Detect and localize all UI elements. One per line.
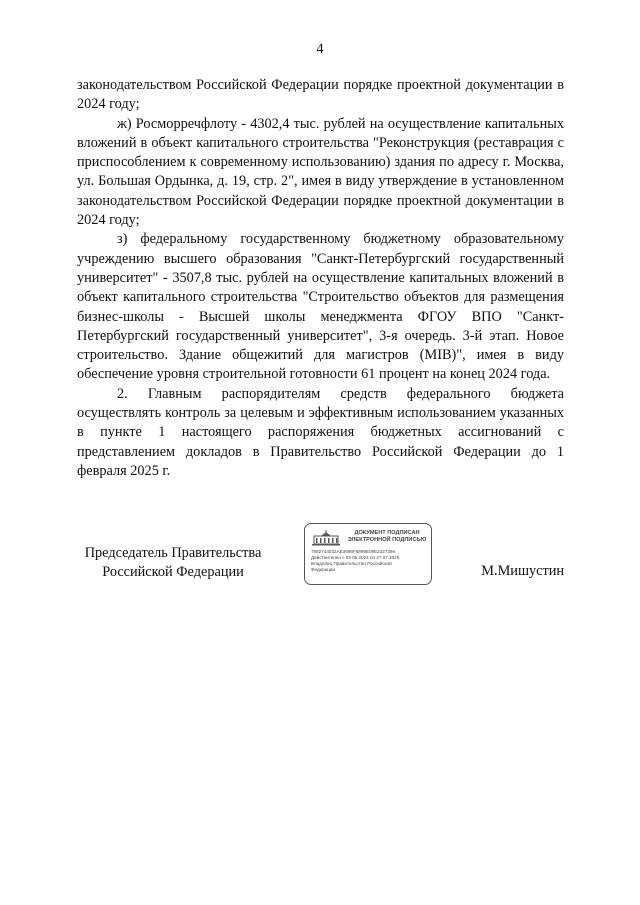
stamp-details <box>311 549 429 573</box>
stamp-validity: Действителен с 03.05.2024 по 27.07.2025 <box>311 555 400 560</box>
signatory-title-line-2: Российской Федерации <box>102 564 244 580</box>
signatory-title-line-1: Председатель Правительства <box>84 545 262 561</box>
document-body <box>77 76 564 481</box>
stamp-certificate: 7882744032AE3696F6899E08E2327396 <box>311 549 396 554</box>
paragraph-item-z: з) федеральному государственному бюджетному образовательному учреждению высшего образования "Санкт-Петербургский государственный университет" - 3507,8 тыс. рублей на осуществление капитальных вложений в объект капитального строительства "Строительство объектов для размещения бизнес-школы - Высшей школы менеджмента ФГОУ ВПО "Санкт-Петербургский государственный университет", 3-я очередь. 3-й этап. Новое строительство. Здание общежитий для магистров (MIB)", имея в виду обеспечение уровня строительной готовности 61 процент на конец 2024 года. <box>77 231 564 383</box>
stamp-owner-line-1: Владелец Правительство Российской <box>311 561 392 566</box>
paragraph-continuation: законодательством Российской Федерации порядке проектной документации в 2024 году; <box>77 77 564 113</box>
page-number: 4 <box>316 41 324 57</box>
stamp-heading <box>347 530 427 544</box>
stamp-heading-line-1: ДОКУМЕНТ ПОДПИСАН <box>354 530 420 536</box>
paragraph-point-2: 2. Главным распорядителям средств федерального бюджета осуществлять контроль за целевым и эффективным использованием указанных в пункте 1 настоящего распоряжения бюджетных ассигнований с представлением докладов в Правительство Российской Федерации до 1 февраля 2025 г. <box>77 385 564 479</box>
signatory-name: М.Мишустин <box>481 563 564 579</box>
stamp-owner-line-2: Федерации <box>311 567 336 572</box>
electronic-signature-stamp <box>304 523 432 585</box>
building-emblem-icon <box>311 530 341 546</box>
signatory-title <box>78 544 268 582</box>
stamp-heading-line-2: ЭЛЕКТРОННОЙ ПОДПИСЬЮ <box>347 537 427 543</box>
paragraph-item-zh: ж) Росморречфлоту - 4302,4 тыс. рублей на осуществление капитальных вложений в объект капитального строительства "Реконструкция (реставрация с приспособлением к современному использованию) здания по адресу г. Москва, ул. Большая Ордынка, д. 19, стр. 2", имея в виду утверждение в установленном законодательством Российской Федерации порядке проектной документации в 2024 году; <box>77 115 564 229</box>
